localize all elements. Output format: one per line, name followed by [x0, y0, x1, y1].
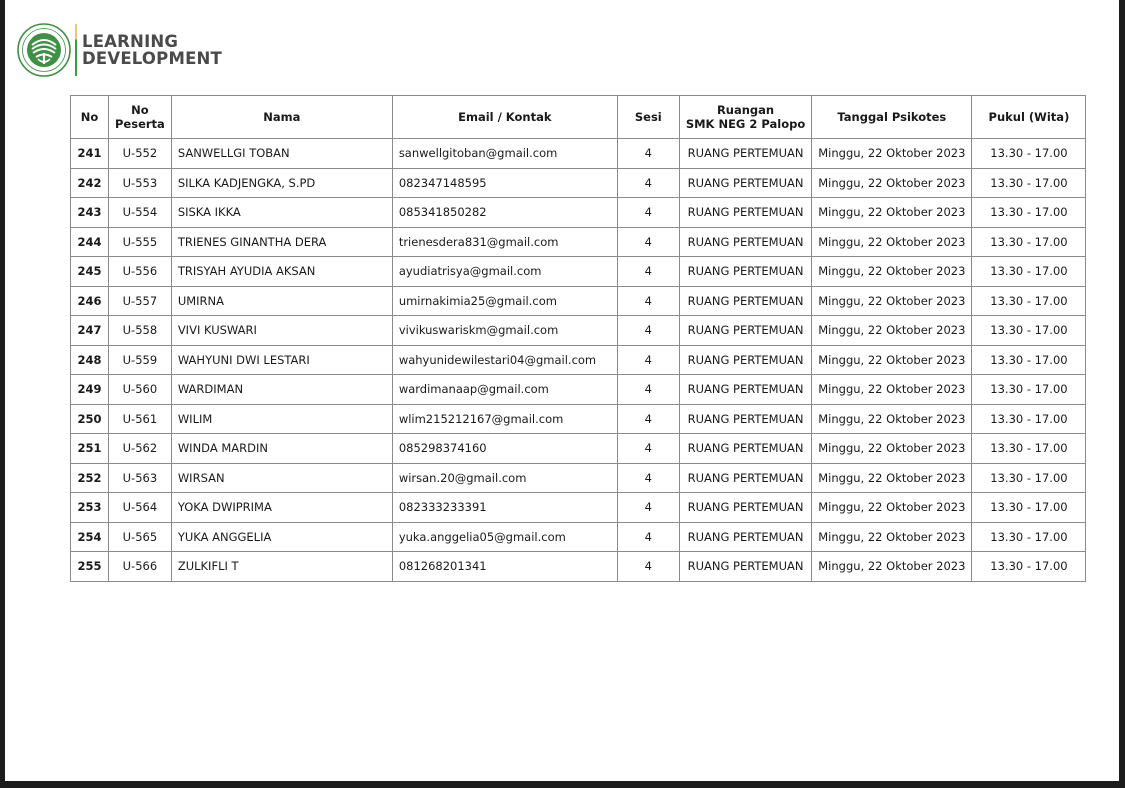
table-row — [71, 434, 1086, 464]
cell-ruangan: RUANG PERTEMUAN — [679, 375, 811, 405]
table-row — [71, 493, 1086, 523]
column-header-ruangan-line2: SMK NEG 2 Palopo — [685, 117, 806, 131]
table-row — [71, 552, 1086, 582]
cell-nama: YOKA DWIPRIMA — [171, 493, 392, 523]
cell-no: 251 — [71, 434, 109, 464]
cell-no-peserta: U-556 — [109, 257, 172, 287]
cell-sesi: 4 — [617, 463, 679, 493]
cell-tanggal: Minggu, 22 Oktober 2023 — [812, 463, 972, 493]
cell-no-peserta: U-560 — [109, 375, 172, 405]
cell-no-peserta: U-566 — [109, 552, 172, 582]
cell-sesi: 4 — [617, 198, 679, 228]
table-row — [71, 375, 1086, 405]
cell-no: 241 — [71, 139, 109, 169]
cell-nama: SISKA IKKA — [171, 198, 392, 228]
table-row — [71, 227, 1086, 257]
cell-ruangan: RUANG PERTEMUAN — [679, 434, 811, 464]
cell-sesi: 4 — [617, 316, 679, 346]
cell-no: 247 — [71, 316, 109, 346]
cell-pukul: 13.30 - 17.00 — [972, 493, 1086, 523]
cell-email-kontak: 085341850282 — [392, 198, 617, 228]
cell-no-peserta: U-559 — [109, 345, 172, 375]
cell-nama: WIRSAN — [171, 463, 392, 493]
cell-email-kontak: trienesdera831@gmail.com — [392, 227, 617, 257]
cell-nama: WARDIMAN — [171, 375, 392, 405]
cell-pukul: 13.30 - 17.00 — [972, 257, 1086, 287]
cell-no-peserta: U-562 — [109, 434, 172, 464]
table-row — [71, 198, 1086, 228]
cell-sesi: 4 — [617, 257, 679, 287]
cell-nama: UMIRNA — [171, 286, 392, 316]
cell-nama: VIVI KUSWARI — [171, 316, 392, 346]
cell-email-kontak: umirnakimia25@gmail.com — [392, 286, 617, 316]
cell-nama: WILIM — [171, 404, 392, 434]
cell-ruangan: RUANG PERTEMUAN — [679, 316, 811, 346]
cell-sesi: 4 — [617, 552, 679, 582]
cell-sesi: 4 — [617, 139, 679, 169]
cell-tanggal: Minggu, 22 Oktober 2023 — [812, 345, 972, 375]
cell-nama: WAHYUNI DWI LESTARI — [171, 345, 392, 375]
cell-tanggal: Minggu, 22 Oktober 2023 — [812, 139, 972, 169]
cell-pukul: 13.30 - 17.00 — [972, 286, 1086, 316]
cell-no-peserta: U-564 — [109, 493, 172, 523]
cell-pukul: 13.30 - 17.00 — [972, 434, 1086, 464]
cell-ruangan: RUANG PERTEMUAN — [679, 345, 811, 375]
cell-no: 252 — [71, 463, 109, 493]
cell-no: 250 — [71, 404, 109, 434]
cell-email-kontak: 082347148595 — [392, 168, 617, 198]
cell-no-peserta: U-558 — [109, 316, 172, 346]
table-header-row — [71, 96, 1086, 139]
cell-ruangan: RUANG PERTEMUAN — [679, 404, 811, 434]
cell-sesi: 4 — [617, 345, 679, 375]
cell-email-kontak: wardimanaap@gmail.com — [392, 375, 617, 405]
cell-tanggal: Minggu, 22 Oktober 2023 — [812, 286, 972, 316]
cell-tanggal: Minggu, 22 Oktober 2023 — [812, 404, 972, 434]
cell-no: 244 — [71, 227, 109, 257]
cell-no: 243 — [71, 198, 109, 228]
cell-nama: ZULKIFLI T — [171, 552, 392, 582]
cell-tanggal: Minggu, 22 Oktober 2023 — [812, 552, 972, 582]
cell-sesi: 4 — [617, 227, 679, 257]
cell-email-kontak: 082333233391 — [392, 493, 617, 523]
cell-nama: TRIENES GINANTHA DERA — [171, 227, 392, 257]
cell-pukul: 13.30 - 17.00 — [972, 168, 1086, 198]
table-row — [71, 522, 1086, 552]
cell-no-peserta: U-563 — [109, 463, 172, 493]
column-header-email-kontak: Email / Kontak — [392, 96, 617, 139]
column-header-tanggal-psikotes: Tanggal Psikotes — [812, 96, 972, 139]
column-header-pukul: Pukul (Wita) — [972, 96, 1086, 139]
cell-pukul: 13.30 - 17.00 — [972, 227, 1086, 257]
cell-ruangan: RUANG PERTEMUAN — [679, 227, 811, 257]
column-header-sesi: Sesi — [617, 96, 679, 139]
cell-no: 255 — [71, 552, 109, 582]
cell-pukul: 13.30 - 17.00 — [972, 316, 1086, 346]
table-row — [71, 463, 1086, 493]
cell-email-kontak: wirsan.20@gmail.com — [392, 463, 617, 493]
cell-ruangan: RUANG PERTEMUAN — [679, 493, 811, 523]
cell-no: 253 — [71, 493, 109, 523]
table-body — [71, 139, 1086, 582]
cell-pukul: 13.30 - 17.00 — [972, 522, 1086, 552]
cell-tanggal: Minggu, 22 Oktober 2023 — [812, 434, 972, 464]
table-row — [71, 168, 1086, 198]
cell-tanggal: Minggu, 22 Oktober 2023 — [812, 168, 972, 198]
cell-nama: TRISYAH AYUDIA AKSAN — [171, 257, 392, 287]
logo-divider — [75, 24, 77, 76]
cell-pukul: 13.30 - 17.00 — [972, 375, 1086, 405]
cell-sesi: 4 — [617, 375, 679, 405]
column-header-no-peserta — [109, 96, 172, 139]
cell-email-kontak: vivikuswariskm@gmail.com — [392, 316, 617, 346]
brand-line-1: LEARNING — [82, 32, 179, 51]
cell-nama: SILKA KADJENGKA, S.PD — [171, 168, 392, 198]
cell-ruangan: RUANG PERTEMUAN — [679, 198, 811, 228]
cell-sesi: 4 — [617, 434, 679, 464]
cell-no-peserta: U-552 — [109, 139, 172, 169]
cell-tanggal: Minggu, 22 Oktober 2023 — [812, 522, 972, 552]
cell-pukul: 13.30 - 17.00 — [972, 404, 1086, 434]
cell-email-kontak: 085298374160 — [392, 434, 617, 464]
table-row — [71, 257, 1086, 287]
cell-no: 242 — [71, 168, 109, 198]
cell-ruangan: RUANG PERTEMUAN — [679, 463, 811, 493]
cell-sesi: 4 — [617, 404, 679, 434]
cell-sesi: 4 — [617, 168, 679, 198]
table-row — [71, 316, 1086, 346]
cell-nama: WINDA MARDIN — [171, 434, 392, 464]
table-row — [71, 139, 1086, 169]
table-row — [71, 286, 1086, 316]
cell-no: 254 — [71, 522, 109, 552]
column-header-no: No — [71, 96, 109, 139]
cell-email-kontak: 081268201341 — [392, 552, 617, 582]
cell-tanggal: Minggu, 22 Oktober 2023 — [812, 227, 972, 257]
cell-no: 246 — [71, 286, 109, 316]
column-header-nama: Nama — [171, 96, 392, 139]
table-row — [71, 404, 1086, 434]
cell-no-peserta: U-561 — [109, 404, 172, 434]
column-header-no-peserta-line1: No — [131, 103, 149, 117]
cell-email-kontak: sanwellgitoban@gmail.com — [392, 139, 617, 169]
cell-email-kontak: yuka.anggelia05@gmail.com — [392, 522, 617, 552]
cell-no: 248 — [71, 345, 109, 375]
cell-email-kontak: wahyunidewilestari04@gmail.com — [392, 345, 617, 375]
column-header-ruangan-line1: Ruangan — [716, 103, 775, 117]
cell-pukul: 13.30 - 17.00 — [972, 463, 1086, 493]
cell-ruangan: RUANG PERTEMUAN — [679, 286, 811, 316]
cell-ruangan: RUANG PERTEMUAN — [679, 552, 811, 582]
cell-ruangan: RUANG PERTEMUAN — [679, 168, 811, 198]
cell-no-peserta: U-565 — [109, 522, 172, 552]
cell-no-peserta: U-557 — [109, 286, 172, 316]
cell-email-kontak: wlim215212167@gmail.com — [392, 404, 617, 434]
schedule-table — [70, 95, 1086, 582]
cell-no-peserta: U-555 — [109, 227, 172, 257]
cell-sesi: 4 — [617, 522, 679, 552]
cell-no-peserta: U-553 — [109, 168, 172, 198]
cell-sesi: 4 — [617, 493, 679, 523]
cell-pukul: 13.30 - 17.00 — [972, 552, 1086, 582]
cell-email-kontak: ayudiatrisya@gmail.com — [392, 257, 617, 287]
cell-no: 245 — [71, 257, 109, 287]
cell-sesi: 4 — [617, 286, 679, 316]
cell-ruangan: RUANG PERTEMUAN — [679, 522, 811, 552]
cell-no: 249 — [71, 375, 109, 405]
cell-tanggal: Minggu, 22 Oktober 2023 — [812, 316, 972, 346]
cell-pukul: 13.30 - 17.00 — [972, 139, 1086, 169]
brand-name — [82, 33, 222, 67]
cell-ruangan: RUANG PERTEMUAN — [679, 139, 811, 169]
document-page — [5, 0, 1119, 781]
leaf-emblem-icon — [17, 23, 71, 77]
cell-no-peserta: U-554 — [109, 198, 172, 228]
cell-nama: SANWELLGI TOBAN — [171, 139, 392, 169]
cell-tanggal: Minggu, 22 Oktober 2023 — [812, 375, 972, 405]
cell-tanggal: Minggu, 22 Oktober 2023 — [812, 257, 972, 287]
column-header-no-peserta-line2: Peserta — [115, 117, 165, 131]
cell-pukul: 13.30 - 17.00 — [972, 345, 1086, 375]
column-header-ruangan — [679, 96, 811, 139]
cell-nama: YUKA ANGGELIA — [171, 522, 392, 552]
cell-ruangan: RUANG PERTEMUAN — [679, 257, 811, 287]
cell-tanggal: Minggu, 22 Oktober 2023 — [812, 493, 972, 523]
cell-pukul: 13.30 - 17.00 — [972, 198, 1086, 228]
cell-tanggal: Minggu, 22 Oktober 2023 — [812, 198, 972, 228]
brand-line-2: DEVELOPMENT — [82, 49, 223, 68]
table-row — [71, 345, 1086, 375]
